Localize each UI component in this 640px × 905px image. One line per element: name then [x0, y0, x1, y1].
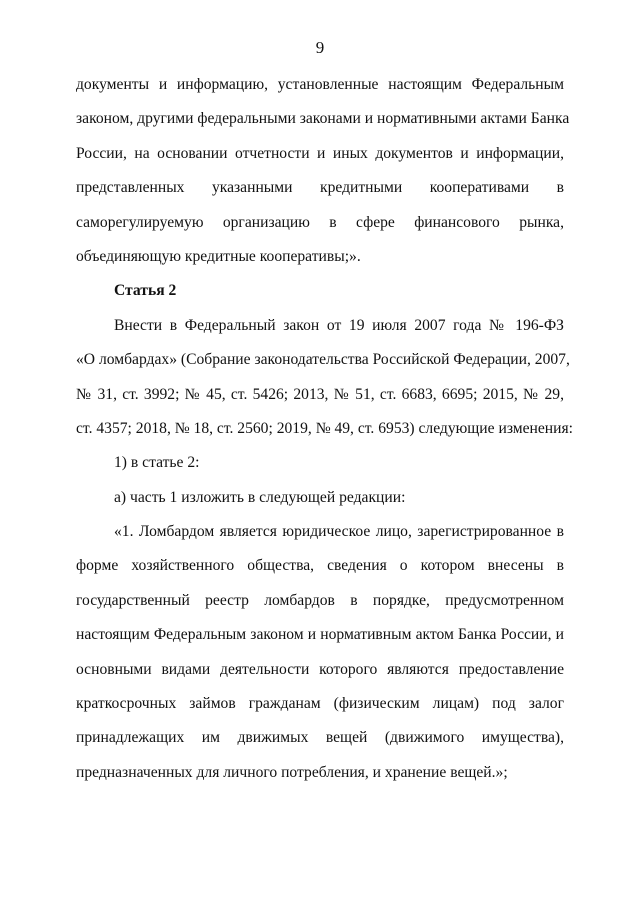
text-line: России, на основании отчетности и иных документов и информации,	[76, 144, 564, 162]
document-body	[76, 68, 574, 790]
text-line: № 31, ст. 3992; № 45, ст. 5426; 2013, № 51, ст. 6683, 6695; 2015, № 29,	[76, 385, 564, 403]
text-line: объединяющую кредитные кооперативы;».	[76, 247, 361, 265]
text-line: предназначенных для личного потребления, и хранение вещей.»;	[76, 763, 508, 781]
text-line: государственный реестр ломбардов в порядке, предусмотренном	[76, 591, 564, 609]
text-line: настоящим Федеральным законом и нормативным актом Банка России, и	[76, 626, 564, 644]
text-line: форме хозяйственного общества, сведения о котором внесены в	[76, 557, 564, 575]
text-line: «1. Ломбардом является юридическое лицо, зарегистрированное в	[114, 523, 564, 541]
article-intro-paragraph	[76, 309, 574, 447]
text-line: Внести в Федеральный закон от 19 июля 2007 года № 196-ФЗ	[114, 316, 564, 334]
text-line: принадлежащих им движимых вещей (движимого имущества),	[76, 729, 564, 747]
text-line: документы и информацию, установленные настоящим Федеральным	[76, 76, 564, 93]
text-line: саморегулируемую организацию в сфере финансового рынка,	[76, 213, 564, 231]
quoted-paragraph	[76, 515, 564, 790]
list-item-a: а) часть 1 изложить в следующей редакции:	[114, 488, 406, 506]
continuation-paragraph	[76, 68, 570, 274]
text-line: основными видами деятельности которого являются предоставление	[76, 660, 564, 678]
text-line: законом, другими федеральными законами и нормативными актами Банка	[76, 110, 570, 128]
list-item-1: 1) в статье 2:	[114, 454, 200, 472]
text-line: краткосрочных займов гражданам (физическим лицам) под залог	[76, 695, 564, 713]
page-number: 9	[315, 38, 325, 57]
article-heading: Статья 2	[114, 282, 177, 300]
text-line: представленных указанными кредитными кооперативами в	[76, 179, 564, 197]
text-line: ст. 4357; 2018, № 18, ст. 2560; 2019, № 49, ст. 6953) следующие изменения:	[76, 419, 574, 437]
text-line: «О ломбардах» (Собрание законодательства Российской Федерации, 2007,	[76, 351, 570, 369]
